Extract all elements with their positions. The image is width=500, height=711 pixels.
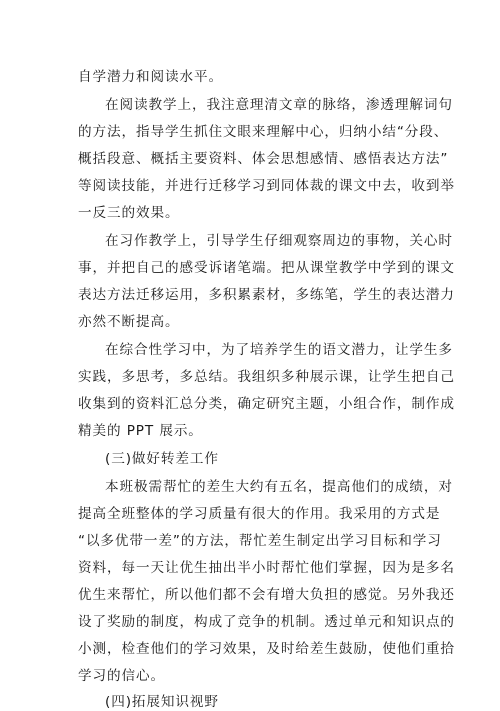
paragraph-reading-start: 在阅读教学上，我注意理清文章的脉络，渗透理解词句 — [105, 97, 453, 113]
text-line: 的方法，指导学生抓住文眼来理解中心，归纳小结“分段、 — [78, 124, 449, 140]
section-heading: (三)做好转差工作 — [105, 451, 219, 467]
text-line: 设了奖励的制度，构成了竞争的机制。透过单元和知识点的 — [78, 614, 455, 630]
text-line: 学习的信心。 — [78, 668, 165, 684]
text-line: 表达方法迁移运用，多积累素材，多练笔，学生的表达潜力 — [78, 287, 455, 303]
text-line: 收集到的资料汇总分类，确定研究主题，小组合作，制作成 — [78, 396, 455, 412]
text-line: 提高全班整体的学习质量有很大的作用。我采用的方式是 — [78, 506, 441, 522]
text-line: 一反三的效果。 — [78, 205, 180, 221]
text-line: 优生来帮忙，所以他们都不会有增大负担的感觉。另外我还 — [78, 587, 455, 603]
text-line: 等阅读技能，并进行迁移学习到同体裁的课文中去，收到举 — [78, 178, 455, 194]
paragraph-remedial-start: 本班极需帮忙的差生大约有五名，提高他们的成绩，对 — [105, 479, 453, 495]
text-line: 亦然不断提高。 — [78, 314, 180, 330]
text-line: “以多优带一差”的方法，帮忙差生制定出学习目标和学习 — [78, 533, 442, 549]
text-line: 资料，每一天让优生抽出半小时帮忙他们掌握，因为是多名 — [78, 560, 455, 576]
section-heading: (四)拓展知识视野 — [105, 694, 219, 710]
text-line: 自学潜力和阅读水平。 — [78, 69, 223, 85]
paragraph-writing-start: 在习作教学上，引导学生仔细观察周边的事物，关心时 — [105, 233, 453, 249]
text-line: 概括段意、概括主要资料、体会思想感情、感悟表达方法” — [78, 151, 449, 167]
text-line: 小测，检查他们的学习效果，及时给差生鼓励，使他们重拾 — [78, 641, 455, 657]
paragraph-comprehensive-start: 在综合性学习中，为了培养学生的语文潜力，让学生多 — [105, 342, 453, 358]
text-line: 精美的 PPT 展示。 — [78, 423, 203, 439]
text-line: 事，并把自己的感受诉诸笔端。把从课堂教学中学到的课文 — [78, 260, 455, 276]
text-line: 实践，多思考，多总结。我组织多种展示课，让学生把自己 — [78, 369, 455, 385]
